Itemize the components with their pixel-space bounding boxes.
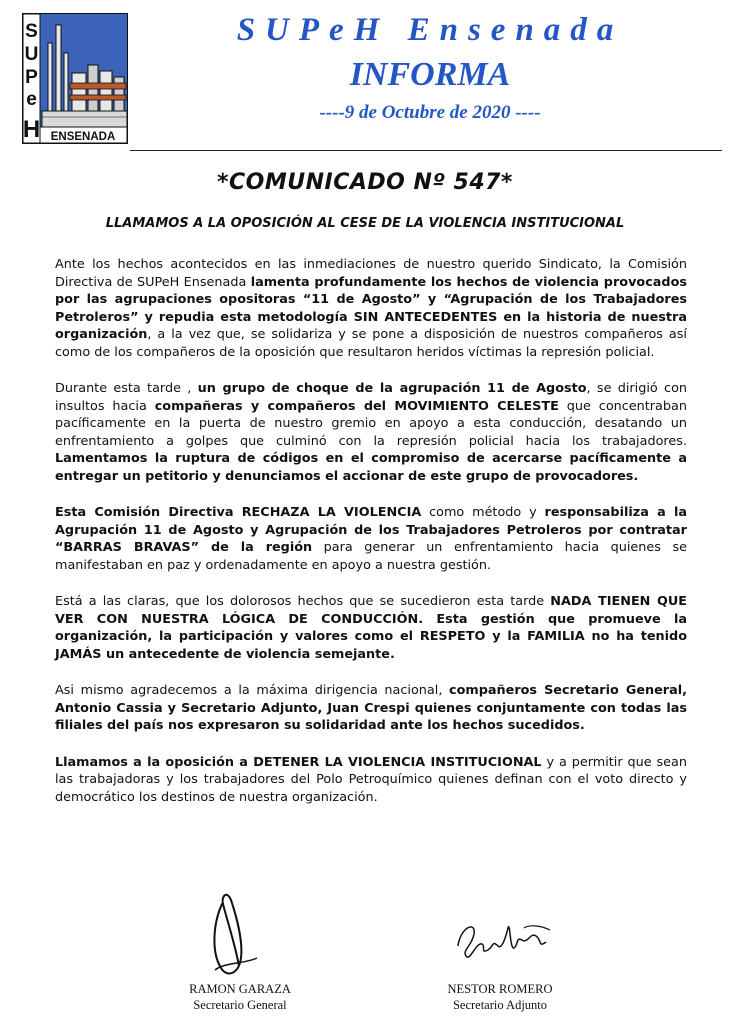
text-run: para generar un enfrentamiento hacia quienes se manifestaban en paz y ordenadamente en apoyo a nuestra gestión. [55, 540, 687, 573]
body-paragraph [55, 593, 687, 663]
header-divider [130, 150, 722, 151]
logo-letter-s: S [25, 21, 38, 42]
logo-letter-p: P [25, 67, 38, 88]
bold-text-run: Lamentamos la ruptura de códigos en el compromiso de acercarse pacíficamente a entregar un petitorio y denunciamos el accionar de este grupo de provocadores. [55, 451, 687, 484]
text-run: y a permitir que sean las trabajadoras y los trabajadores del Polo Petroquímico quienes definan con el voto directo y democrático los destinos de nuestra organización. [55, 754, 687, 805]
logo-letter-u: U [24, 44, 39, 65]
signature-name-2: NESTOR ROMERO [447, 982, 553, 996]
org-title: SUPeH Ensenada [236, 12, 624, 48]
text-run: Está a las claras, que los dolorosos hechos que se sucedieron esta tarde [55, 594, 551, 609]
bold-text-run: un grupo de choque de la agrupación 11 de Agosto [197, 381, 587, 396]
text-run: , se dirigió con insultos hacia [55, 381, 688, 414]
logo-letter-e: e [26, 89, 37, 110]
communique-title: *COMUNICADO Nº 547* [217, 170, 513, 195]
body-paragraph [55, 682, 687, 735]
text-run: que concentraban pacíficamente en la puerta de nuestro gremio en apoyo a esta conducción, desatando un enfrentamiento a golpes que culminó con la represión policial hacia los trabajadores. [55, 398, 687, 449]
text-run: Asi mismo agradecemos a la máxima dirigencia nacional, [55, 683, 450, 698]
bold-text-run: compañeros Secretario General, Antonio Cassia y Secretario Adjunto, Juan Crespi quienes conjuntamente con todas las filiales del país nos expresaron su solidaridad ante los hechos sucedidos. [55, 683, 687, 733]
bold-text-run: Llamamos a la oposición a DETENER LA VIOLENCIA INSTITUCIONAL [55, 754, 542, 770]
logo-city-text: ENSENADA [50, 131, 116, 143]
bold-text-run: lamenta profundamente los hechos de violencia provocados por las agrupaciones opositoras “11 de Agosto” y “Agrupación de los Trabajadores Petroleros” y repudia esta metodología SIN ANTECEDENTES en la historia de nuestra organización [55, 274, 687, 342]
text-run: Ante los hechos acontecidos en las inmediaciones de nuestro querido Sindicato, la Comisión Directiva de SUPeH Ensenada [55, 257, 687, 290]
communique-subtitle: LLAMAMOS A LA OPOSICIÓN AL CESE DE LA VIOLENCIA INSTITUCIONAL [105, 216, 625, 231]
supeh-ensenada-logo [22, 13, 128, 144]
bold-text-run: responsabiliza a la Agrupación 11 de Agosto y Agrupación de los Trabajadores Petroleros por contratar “BARRAS BRAVAS” de la región [55, 505, 687, 555]
body-paragraph [55, 256, 687, 361]
signature-drawing-romero [450, 906, 560, 976]
bold-text-run: compañeras y compañeros del MOVIMIENTO CELESTE [154, 398, 559, 414]
bold-text-run: Esta Comisión Directiva RECHAZA LA VIOLENCIA [55, 505, 422, 520]
informa-heading: INFORMA [349, 56, 511, 93]
body-paragraph [55, 504, 687, 574]
text-run: , a la vez que, se solidariza y se pone a disposición de nuestros compañeros así como de los compañeros de la oposición que resultaron heridos víctimas la represión policial. [55, 327, 687, 360]
date-line: ----9 de Octubre de 2020 ---- [319, 102, 541, 123]
signature-role-1: Secretario General [193, 998, 287, 1012]
body-paragraph [55, 754, 687, 807]
signature-role-2: Secretario Adjunto [452, 998, 548, 1012]
bold-text-run: NADA TIENEN QUE VER CON NUESTRA LÓGICA DE CONDUCCIÓN. Esta gestión que promueve la organización, la participación y valores como el RESPETO y la FAMILIA no ha tenido JAMÁS un antecedente de violencia semejante. [55, 594, 687, 662]
text-run: Durante esta tarde , [55, 381, 198, 396]
body-paragraph [55, 380, 687, 485]
text-run: como método y [421, 505, 545, 520]
logo-letter-h: H [22, 116, 41, 143]
signature-name-1: RAMON GARAZA [189, 982, 291, 996]
communique-body [55, 256, 687, 825]
signature-drawing-garaza [205, 892, 275, 982]
